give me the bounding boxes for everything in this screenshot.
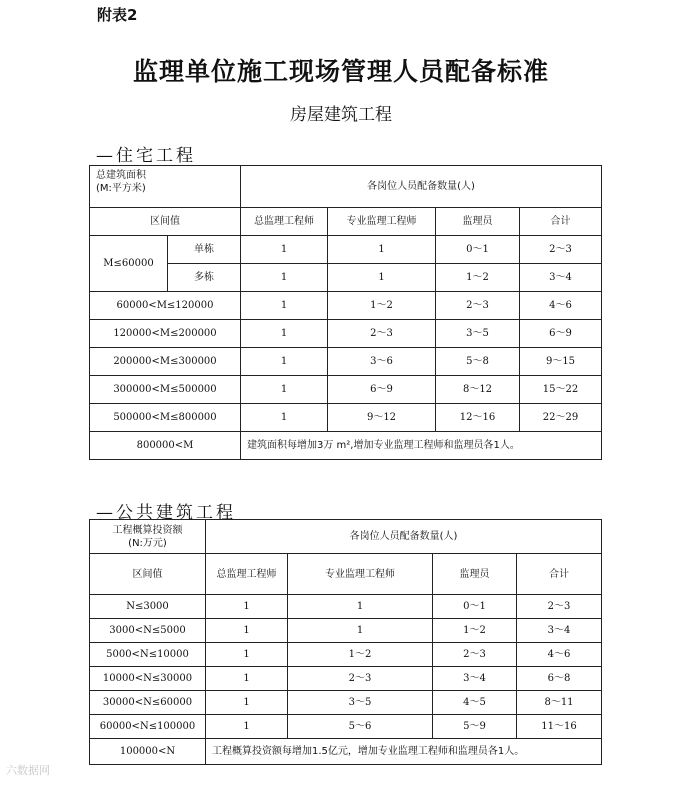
specialist-cell: 2～3 [328,320,436,348]
chief-cell: 1 [241,348,328,376]
supervisor-cell: 1～2 [433,619,517,643]
section-title-public: —公共建筑工程 [96,503,236,523]
public-table [89,519,602,765]
chief-cell: 1 [206,643,288,667]
col-header-supervisor: 监理员 [433,554,517,595]
total-cell: 2～3 [517,595,602,619]
residential-table [89,165,602,460]
range-cell: 10000<N≤30000 [90,667,206,691]
col-header-chief: 总监理工程师 [241,208,328,236]
specialist-cell: 9～12 [328,404,436,432]
supervisor-cell: 2～3 [433,643,517,667]
chief-cell: 1 [206,667,288,691]
col-header-range: 区间值 [90,208,241,236]
appendix-label: 附表2 [97,6,138,24]
range-cell: 5000<N≤10000 [90,643,206,667]
table-row [90,404,602,432]
specialist-cell: 2～3 [288,667,433,691]
table-row [90,739,602,765]
range-cell: 3000<N≤5000 [90,619,206,643]
page-title: 监理单位施工现场管理人员配备标准 [132,57,549,86]
invest-header-text: 工程概算投资额 (N:万元) [112,524,183,549]
chief-cell: 1 [206,691,288,715]
total-cell: 3～4 [520,264,602,292]
range-cell: M≤60000 [90,236,168,292]
supervisor-cell: 12～16 [436,404,520,432]
table-row [90,320,602,348]
supervisor-cell: 4～5 [433,691,517,715]
specialist-cell: 1 [288,619,433,643]
supervisor-cell: 2～3 [436,292,520,320]
specialist-cell: 6～9 [328,376,436,404]
table-row [90,691,602,715]
supervisor-cell: 5～8 [436,348,520,376]
building-type-cell: 单栋 [168,236,241,264]
area-header-text: 总建筑面积 (M:平方米) [96,170,146,194]
supervisor-cell: 3～5 [436,320,520,348]
col-header-total: 合计 [520,208,602,236]
col-header-supervisor: 监理员 [436,208,520,236]
supervisor-cell: 3～4 [433,667,517,691]
table-row [90,643,602,667]
table-row [90,292,602,320]
increment-note: 建筑面积每增加3万 m²,增加专业监理工程师和监理员各1人。 [241,432,602,460]
supervisor-cell: 5～9 [433,715,517,739]
range-cell: 800000<M [90,432,241,460]
range-cell: 100000<N [90,739,206,765]
table-row [90,619,602,643]
supervisor-cell: 0～1 [433,595,517,619]
area-header [90,166,241,208]
table-row [90,715,602,739]
range-cell: 60000<N≤100000 [90,715,206,739]
total-cell: 3～4 [517,619,602,643]
col-header-specialist: 专业监理工程师 [328,208,436,236]
total-cell: 22～29 [520,404,602,432]
range-cell: 120000<M≤200000 [90,320,241,348]
total-cell: 4～6 [520,292,602,320]
col-header-specialist: 专业监理工程师 [288,554,433,595]
chief-cell: 1 [206,715,288,739]
section-title-residential: —住宅工程 [96,146,196,166]
increment-note: 工程概算投资额每增加1.5亿元，增加专业监理工程师和监理员各1人。 [206,739,602,765]
chief-cell: 1 [241,292,328,320]
chief-cell: 1 [241,264,328,292]
col-header-range: 区间值 [90,554,206,595]
range-cell: 60000<M≤120000 [90,292,241,320]
total-cell: 6～9 [520,320,602,348]
table-row [90,432,602,460]
specialist-cell: 1 [328,264,436,292]
range-cell: 500000<M≤800000 [90,404,241,432]
range-cell: 300000<M≤500000 [90,376,241,404]
table-row [90,236,602,264]
total-cell: 15～22 [520,376,602,404]
table-row [90,667,602,691]
col-header-chief: 总监理工程师 [206,554,288,595]
table-row [90,595,602,619]
col-header-total: 合计 [517,554,602,595]
staffing-header: 各岗位人员配备数量(人) [241,166,602,208]
table-row [90,376,602,404]
specialist-cell: 3～5 [288,691,433,715]
specialist-cell: 3～6 [328,348,436,376]
supervisor-cell: 8～12 [436,376,520,404]
chief-cell: 1 [206,595,288,619]
supervisor-cell: 1～2 [436,264,520,292]
supervisor-cell: 0～1 [436,236,520,264]
specialist-cell: 1～2 [328,292,436,320]
total-cell: 4～6 [517,643,602,667]
range-cell: 200000<M≤300000 [90,348,241,376]
invest-header [90,520,206,554]
staffing-header: 各岗位人员配备数量(人) [206,520,602,554]
specialist-cell: 5～6 [288,715,433,739]
table-row [90,348,602,376]
chief-cell: 1 [241,320,328,348]
page-subtitle: 房屋建筑工程 [290,105,392,125]
chief-cell: 1 [241,376,328,404]
specialist-cell: 1 [288,595,433,619]
specialist-cell: 1 [328,236,436,264]
total-cell: 6～8 [517,667,602,691]
specialist-cell: 1～2 [288,643,433,667]
total-cell: 8～11 [517,691,602,715]
chief-cell: 1 [241,236,328,264]
watermark: 六数据网 [6,764,50,777]
total-cell: 2～3 [520,236,602,264]
building-type-cell: 多栋 [168,264,241,292]
total-cell: 11～16 [517,715,602,739]
range-cell: 30000<N≤60000 [90,691,206,715]
chief-cell: 1 [206,619,288,643]
total-cell: 9～15 [520,348,602,376]
chief-cell: 1 [241,404,328,432]
range-cell: N≤3000 [90,595,206,619]
